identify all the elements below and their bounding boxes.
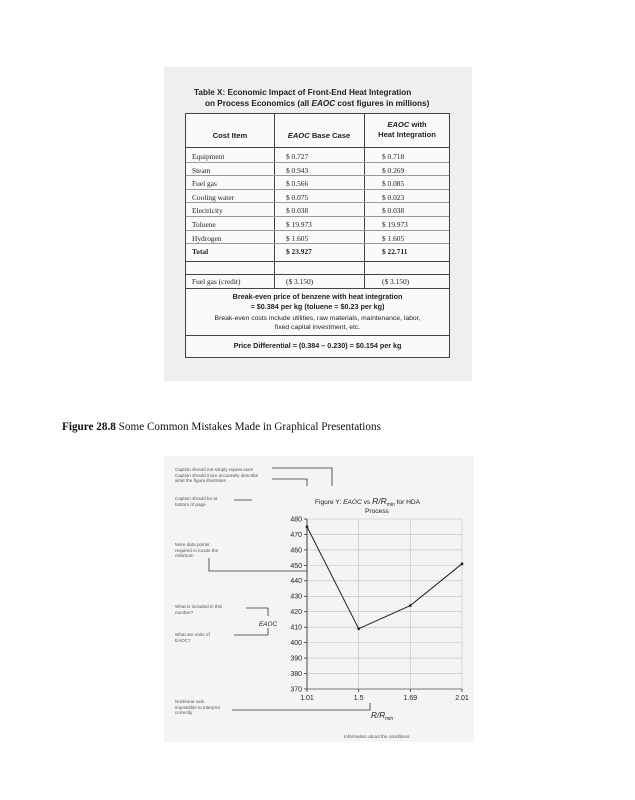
table-cell-heat: $ 1.605: [382, 233, 405, 243]
table-cell-heat: $ 0.269: [382, 165, 405, 175]
y-tick-label: 430: [290, 593, 302, 601]
price-differential: Price Differential = (0.384 – 0.230) = $0.154 per kg: [233, 341, 402, 350]
y-tick-label: 380: [290, 670, 302, 678]
table-cell-base: $ 19.973: [286, 220, 312, 229]
line-chart: [164, 456, 474, 742]
header-base-case: EAOC Base Case: [287, 131, 351, 140]
table-cell-base: $ 0.038: [286, 206, 309, 216]
leader-caption-repeat: [272, 468, 332, 486]
x-tick-label: 1.01: [300, 695, 314, 702]
annotation-nonlinear-axis: Nonlinear axis impossible to interpret correctly: [175, 699, 220, 716]
y-tick-label: 400: [290, 640, 302, 648]
data-point: [357, 627, 360, 630]
leader-caption-accuracy: [272, 479, 307, 486]
table-cell-heat: $ 19.973: [382, 220, 408, 229]
chart-title: Figure Y: EAOC vs $R/R_{min}$ for HDA: [315, 496, 421, 508]
breakeven-line-2: = $0.384 per kg (toluene = $0.23 per kg): [250, 302, 385, 311]
table-cell-item: Toluene: [192, 220, 216, 229]
chart-title-line-2: Process: [365, 508, 389, 515]
header-heat-integration: EAOC with Heat Integration: [378, 120, 436, 139]
y-tick-label: 480: [290, 516, 302, 524]
annotation-caption-repeat: Caption should not simply repeat axes Caption should more accurately describe what the figure illustrates: [175, 467, 259, 484]
x-tick-label: 2.01: [455, 695, 469, 702]
table-cell-item: Cooling water: [192, 192, 235, 202]
table-cell-item: Hydrogen: [192, 233, 222, 243]
credit-label: Fuel gas (credit): [192, 276, 241, 286]
leader-units: [234, 628, 268, 635]
table-cell-heat: $ 0.085: [382, 179, 405, 189]
table-cell-base: $ 0.727: [286, 152, 309, 161]
y-tick-label: 390: [290, 655, 302, 663]
table-total-base: $ 23.927: [286, 247, 312, 257]
y-tick-label: 470: [290, 531, 302, 539]
annotation-more-points: More data points required to locate the minimum: [175, 542, 219, 559]
table-cell-base: $ 0.075: [286, 192, 309, 202]
data-point: [461, 562, 464, 565]
table-cell-heat: $ 0.023: [382, 192, 405, 202]
y-axis-label: EAOC: [259, 621, 278, 628]
data-point: [306, 525, 309, 528]
figure-caption: [62, 421, 381, 433]
credit-heat: ($ 3.150): [382, 276, 410, 286]
table-cell-heat: $ 0.038: [382, 206, 405, 216]
data-point: [409, 604, 412, 607]
y-tick-label: 440: [290, 578, 302, 586]
annotation-conditions: Information about the conditions: [344, 734, 410, 739]
y-tick-label: 450: [290, 562, 302, 570]
header-cost-item: Cost Item: [212, 131, 248, 140]
y-tick-label: 420: [290, 609, 302, 617]
annotation-caption-bottom: Caption should be at bottom of page: [175, 496, 218, 507]
table-figure: [164, 67, 472, 381]
table-cell-item: Steam: [192, 165, 211, 175]
table-cell-item: Electricity: [192, 206, 223, 216]
chart-figure: [164, 456, 474, 742]
plot-area: [290, 516, 469, 702]
caption-text: Some Common Mistakes Made in Graphical Presentations: [115, 421, 381, 433]
credit-base: ($ 3.150): [286, 276, 314, 286]
x-tick-label: 1.69: [403, 695, 418, 702]
y-tick-label: 370: [290, 686, 302, 694]
note-line-2: fixed capital investment, etc.: [274, 324, 361, 331]
y-tick-label: 460: [290, 547, 302, 555]
cost-table: [185, 113, 450, 358]
note-line-1: Break-even costs include utilities, raw materials, maintenance, labor,: [214, 315, 421, 322]
leader-nonlinear-axis: [232, 703, 370, 710]
table-cell-heat: $ 0.718: [382, 152, 405, 161]
table-title: Table X: Economic Impact of Front-End Heat Integration on Process Economics (all EAOC cost figures in millions): [194, 88, 430, 108]
table-cell-base: $ 0.566: [286, 179, 309, 189]
breakeven-line-1: Break-even price of benzene with heat integration: [232, 292, 403, 301]
x-axis-label: $R/R_{min}$: [371, 711, 394, 722]
table-total-heat: $ 22.711: [382, 247, 408, 257]
table-cell-item: Equipment: [192, 152, 225, 161]
table-cell-base: $ 0.943: [286, 165, 309, 175]
caption-label: Figure 28.8: [62, 421, 116, 433]
x-tick-label: 1.5: [353, 695, 364, 702]
y-tick-label: 410: [290, 624, 302, 632]
table-cell-base: $ 1.605: [286, 233, 309, 243]
table-total-label: Total: [192, 247, 209, 257]
series-line: [307, 527, 462, 629]
annotation-what-included: What is included in this number?: [175, 604, 222, 615]
annotation-units: What are units of EAOC?: [175, 632, 210, 643]
table-cell-item: Fuel gas: [192, 179, 217, 189]
leader-what-included: [246, 608, 268, 616]
